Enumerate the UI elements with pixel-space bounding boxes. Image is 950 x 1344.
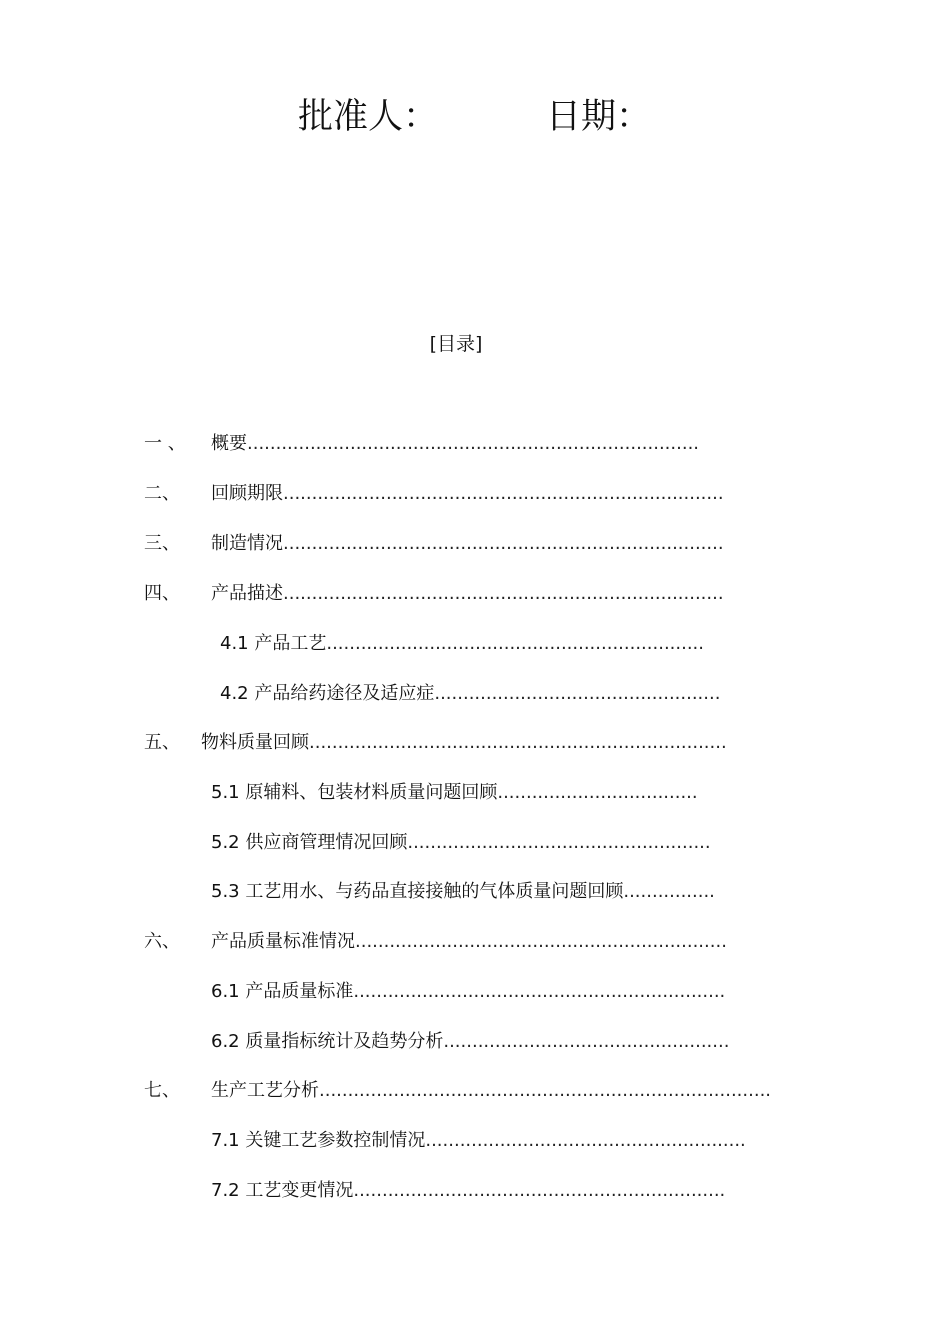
toc-entry-label: 5.3 工艺用水、与药品直接接触的气体质量问题回顾	[211, 881, 624, 902]
toc-entry-number: 一 、	[144, 433, 186, 454]
toc-entry-label: 5.2 供应商管理情况回顾	[211, 832, 408, 853]
toc-entry-number: 四、	[144, 583, 180, 604]
approver-label: 批准人：	[298, 97, 439, 137]
toc-leader-dots: ..................................................	[443, 1031, 730, 1052]
toc-leader-dots: ..................................................................	[326, 633, 704, 654]
toc-entry-label: 4.2 产品给药途径及适应症	[220, 683, 435, 704]
toc-entry-label: 5.1 原辅料、包装材料质量问题回顾	[211, 782, 498, 803]
toc-leader-dots: ........................................................	[425, 1130, 746, 1151]
toc-entry-label: 7.1 关键工艺参数控制情况	[211, 1130, 426, 1151]
toc-entry-label: 产品描述	[211, 583, 283, 604]
toc-entry-label: 产品质量标准情况	[211, 931, 355, 952]
date-label: 日期：	[546, 97, 652, 137]
toc-leader-dots: ..................................................	[434, 683, 721, 704]
toc-leader-dots: .........................................................................	[309, 732, 727, 753]
toc-entry-label: 物料质量回顾	[201, 732, 309, 753]
toc-entry-label: 概要	[211, 433, 247, 454]
toc-entry-label: 7.2 工艺变更情况	[211, 1180, 354, 1201]
toc-leader-dots: ...................................	[497, 782, 698, 803]
toc-entry-number: 七、	[144, 1080, 180, 1101]
toc-leader-dots: .............................................................................	[283, 533, 724, 554]
toc-entry-label: 生产工艺分析	[211, 1080, 319, 1101]
toc-entry-label: 4.1 产品工艺	[220, 633, 327, 654]
toc-leader-dots: .................................................................	[353, 1180, 726, 1201]
toc-leader-dots: .................................................................	[355, 931, 727, 952]
toc-entry-number: 五、	[144, 732, 180, 753]
toc-title: [目录]	[429, 333, 483, 355]
toc-entry-label: 回顾期限	[211, 483, 283, 504]
toc-entry-label: 6.1 产品质量标准	[211, 981, 354, 1002]
toc-leader-dots: .............................................................................	[283, 483, 724, 504]
toc-entry-label: 6.2 质量指标统计及趋势分析	[211, 1031, 444, 1052]
toc-leader-dots: .............................................................................	[283, 583, 724, 604]
toc-leader-dots: .....................................................	[407, 832, 711, 853]
toc-entry-number: 二、	[144, 483, 180, 504]
toc-entry-label: 制造情况	[211, 533, 283, 554]
toc-leader-dots: .................................................................	[353, 981, 726, 1002]
toc-leader-dots: ...............................................................................	[319, 1080, 772, 1101]
toc-leader-dots: ................	[623, 881, 715, 902]
approval-line	[0, 92, 950, 142]
toc-entry-number: 六、	[144, 931, 180, 952]
toc-entry-number: 三、	[144, 533, 180, 554]
toc-leader-dots: ...............................................................................	[247, 433, 700, 454]
